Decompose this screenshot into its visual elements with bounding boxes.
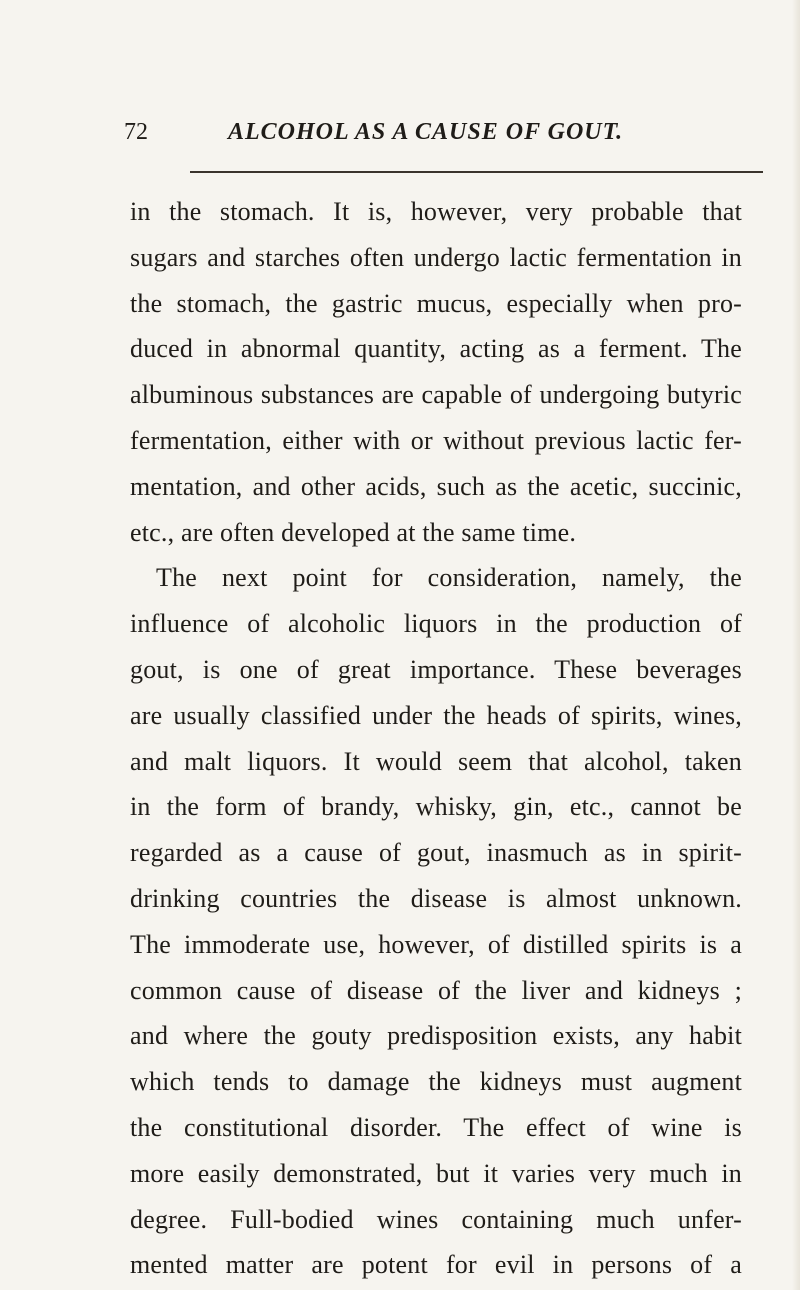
page-header — [124, 112, 764, 152]
header-rule — [190, 171, 763, 173]
text-line: drinking countries the disease is almost unknown. — [130, 883, 742, 913]
page-number: 72 — [124, 119, 148, 145]
page-edge-shadow — [792, 0, 800, 1290]
text-line: gout, is one of great importance. These beverages — [130, 654, 742, 684]
text-line: degree. Full-bodied wines containing much unfer- — [130, 1204, 742, 1234]
text-line: which tends to damage the kidneys must augment — [130, 1067, 742, 1097]
text-line: in the form of brandy, whisky, gin, etc., cannot be — [130, 792, 742, 822]
text-line: the constitutional disorder. The effect of wine is — [130, 1112, 742, 1142]
text-line: duced in abnormal quantity, acting as a ferment. The — [130, 334, 742, 364]
text-line: influence of alcoholic liquors in the production of — [130, 609, 742, 639]
body-text — [130, 189, 742, 1288]
text-line: common cause of disease of the liver and kidneys ; — [130, 975, 742, 1005]
text-line: and malt liquors. It would seem that alcohol, taken — [130, 746, 742, 776]
text-line: etc., are often developed at the same time. — [130, 517, 577, 547]
text-line: more easily demonstrated, but it varies very much in — [130, 1158, 742, 1188]
text-line: are usually classified under the heads of spirits, wines, — [130, 700, 742, 730]
text-line: mentation, and other acids, such as the acetic, succinic, — [130, 471, 742, 501]
text-line: in the stomach. It is, however, very probable that — [130, 197, 742, 226]
text-line: fermentation, either with or without previous lactic fer- — [130, 425, 742, 455]
text-line: The immoderate use, however, of distilled spirits is a — [130, 929, 742, 959]
text-line: albuminous substances are capable of undergoing butyric — [130, 380, 742, 410]
text-line: the stomach, the gastric mucus, especially when pro- — [130, 288, 742, 318]
text-line: and where the gouty predisposition exists, any habit — [130, 1021, 742, 1051]
text-line: The next point for consideration, namely, the — [156, 563, 742, 593]
text-line: mented matter are potent for evil in persons of a — [130, 1250, 742, 1280]
text-line: sugars and starches often undergo lactic fermentation in — [130, 242, 742, 272]
text-line: regarded as a cause of gout, inasmuch as in spirit- — [130, 838, 742, 868]
running-head: ALCOHOL AS A CAUSE OF GOUT. — [228, 119, 624, 145]
